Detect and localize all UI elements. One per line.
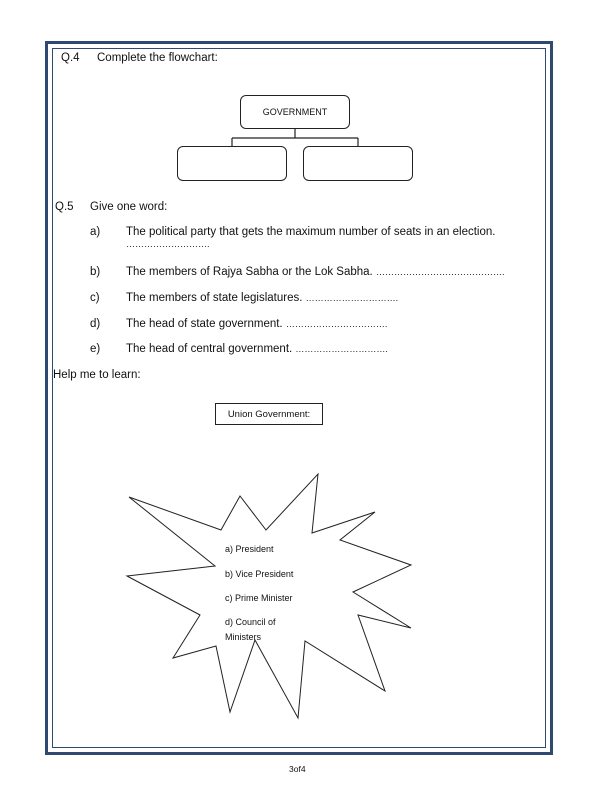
q4-number: Q.4 [61, 52, 80, 64]
q5-item-blank[interactable]: ……………………………. [285, 319, 388, 329]
q5-item-letter: b) [90, 266, 101, 278]
q5-item-letter: e) [90, 343, 101, 355]
q5-item-text: The political party that gets the maximum number of seats in an election. [126, 226, 496, 238]
union-government-label: Union Government: [227, 408, 311, 420]
q4-prompt: Complete the flowchart: [97, 52, 218, 64]
q5-item-letter: a) [90, 226, 101, 238]
help-heading: Help me to learn: [53, 369, 141, 381]
star-item: Ministers [225, 632, 262, 642]
q5-item-blank[interactable]: …………………………. [305, 293, 399, 303]
q5-item-blank[interactable]: …………………………. [295, 344, 388, 354]
q5-prompt: Give one word: [90, 201, 168, 213]
star-item: c) Prime Minister [225, 593, 293, 603]
flowchart-root-label: GOVERNMENT [262, 107, 328, 117]
q5-item-text: The head of central government. [126, 343, 296, 355]
star-item: a) President [225, 544, 274, 554]
q5-item-letter: c) [90, 292, 100, 304]
q5-number: Q.5 [55, 201, 74, 213]
star-item: b) Vice President [225, 569, 294, 579]
q5-item-text: The head of state government. [126, 318, 286, 330]
page-number: 3of4 [289, 764, 306, 774]
q5-item-blank[interactable]: ……………………………………. [375, 267, 505, 277]
q5-item-text: The members of Rajya Sabha or the Lok Sabha. [126, 266, 376, 278]
q5-item-blank[interactable]: ………………………. [126, 239, 210, 249]
q5-item-letter: d) [90, 318, 101, 330]
q5-item-text: The members of state legislatures. [126, 292, 306, 304]
star-item: d) Council of [225, 617, 276, 627]
